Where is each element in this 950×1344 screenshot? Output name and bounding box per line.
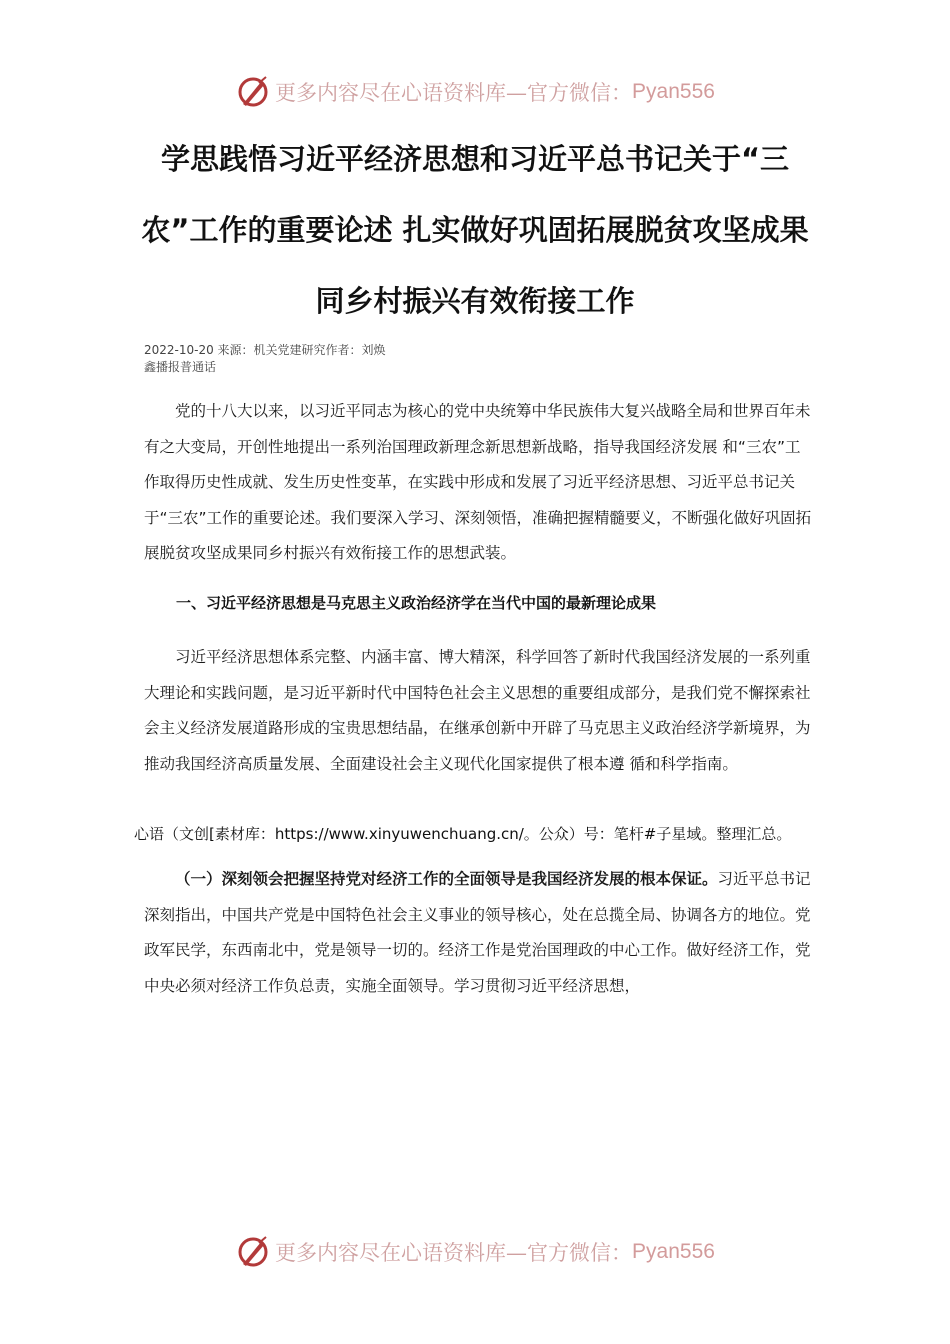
paragraph-2: 习近平经济思想体系完整、内涵丰富、博大精深，科学回答了新时代我国经济发展的一系列重大理论和实践问题，是习近平新时代中国特色社会主义思想的重要组成部分，是我们党不懈探索社会主义经济发展道路形成的宝贵思想结晶，在继承创新中开辟了马克思主义政治经济学新境界，为推动我国经济高质量发展、全面建设社会主义现代化国家提供了根本遵 循和科学指南。: [144, 648, 811, 773]
section-heading-1: 一、习近平经济思想是马克思主义政治经济学在当代中国的最新理论成果: [176, 594, 657, 612]
paragraph-intro: 党的十八大以来，以习近平同志为核心的党中央统筹中华民族伟大复兴战略全局和世界百年未有之大变局，开创性地提出一系列治国理政新理念新思想新战略，指导我国经济发展 和“三农”工作取得历史性成就、发生历史性变革，在实践中形成和发展了习近平经济思想、习近平总书记关于“三农”工作的重要论述。我们要深入学习、深刻领悟，准确把握精髓要义，不断强化做好巩固拓展脱贫攻坚成果同乡村振兴有效衔接工作的思想武装。: [144, 402, 812, 562]
header-banner: [0, 72, 950, 112]
banner-text: 更多内容尽在心语资料库—官方微信：: [275, 1241, 633, 1265]
watermark-source-line: 心语（文创[素材库：https://www.xinyuwenchuang.cn/。公众）号：笔杆#子星域。整理汇总。: [134, 825, 792, 843]
paragraph-3-lead: （一）深刻领会把握坚持党对经济工作的全面领导是我国经济发展的根本保证。: [175, 870, 718, 888]
paragraph-3-body: 习近平总书记深刻指出，中国共产党是中国特色社会主义事业的领导核心，处在总揽全局、协调各方的地位。党政军民学，东西南北中，党是领导一切的。经济工作是党治国理政的中心工作。做好经济工作，党中央必须对经济工作负总责，实施全面领导。学习贯彻习近平经济思想，: [144, 870, 811, 995]
paragraph-3: [144, 862, 812, 1004]
banner-wechat-id: Pyan556: [632, 1240, 715, 1263]
quill-logo-icon: [235, 1234, 271, 1270]
footer-banner: [0, 1232, 950, 1272]
article-meta: [144, 342, 544, 376]
quill-logo-icon: [235, 74, 271, 110]
banner-wechat-id: Pyan556: [632, 80, 715, 103]
meta-audio-label: 鑫播报普通话: [144, 360, 217, 374]
article-title: 学思践悟习近平经济思想和习近平总书记关于“三农”工作的重要论述 扎实做好巩固拓展脱贫攻坚成果同乡村振兴有效衔接工作: [141, 142, 809, 318]
meta-date-source-author: 2022-10-20 来源：机关党建研究作者：刘焕: [144, 343, 386, 357]
banner-text: 更多内容尽在心语资料库—官方微信：: [275, 81, 633, 105]
